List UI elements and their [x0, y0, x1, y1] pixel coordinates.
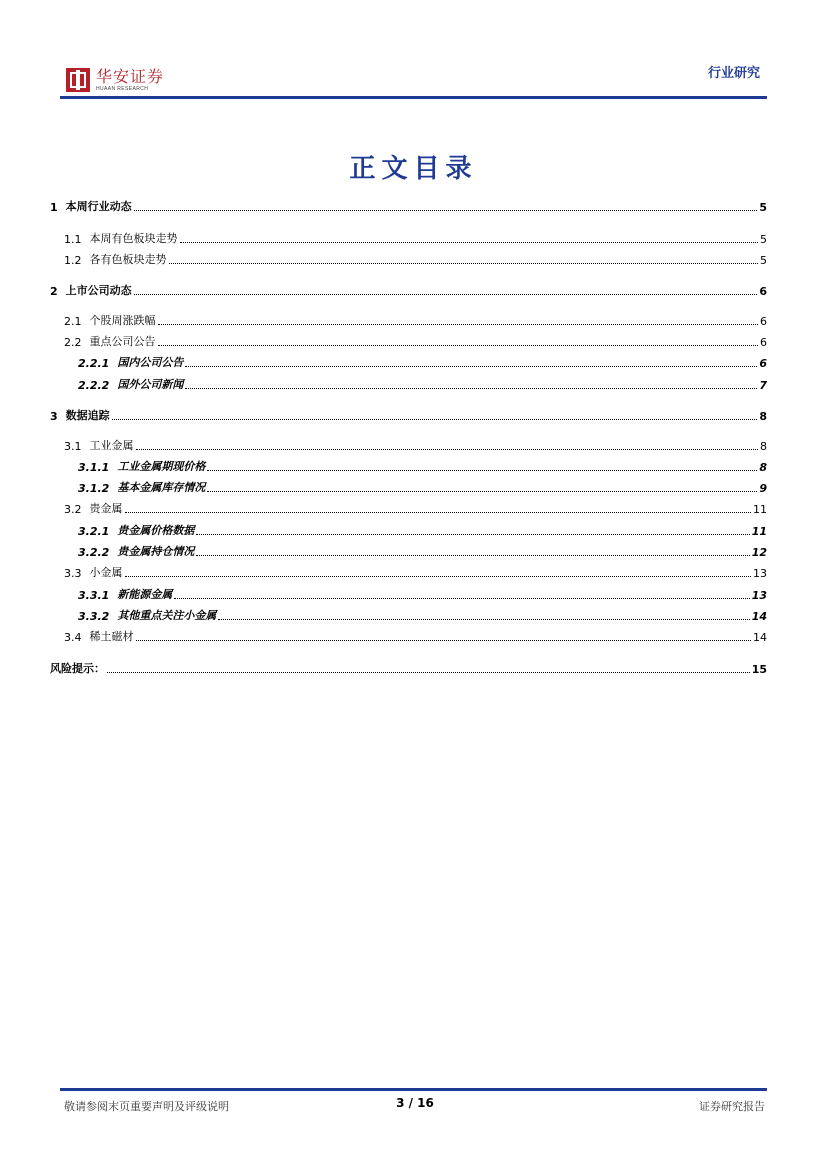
toc-dot-leader: [169, 262, 759, 264]
toc-dot-leader: [207, 469, 757, 471]
toc-entry[interactable]: [50, 230, 767, 246]
toc-entry[interactable]: [50, 479, 767, 495]
toc-entry-title: 上市公司动态: [65, 284, 132, 297]
toc-entry-page: 9: [759, 482, 767, 495]
toc-entry-number: 3: [50, 410, 58, 423]
footer-disclaimer: 敬请参阅末页重要声明及评级说明: [64, 1100, 229, 1113]
page-title: 正文目录: [349, 154, 478, 184]
toc-entry[interactable]: [50, 586, 767, 602]
toc-entry-title: 其他重点关注小金属: [117, 609, 217, 622]
toc-entry-title: 工业金属期现价格: [117, 460, 206, 473]
header-divider: [60, 96, 767, 99]
toc-entry-page: 5: [760, 233, 767, 246]
toc-entry-page: 14: [753, 631, 767, 644]
toc-entry[interactable]: [50, 251, 767, 267]
toc-dot-leader: [112, 418, 758, 420]
toc-entry[interactable]: [50, 333, 767, 349]
toc-entry-title: 个股周涨跌幅: [89, 314, 156, 327]
toc-entry-title: 贵金属持仓情况: [117, 545, 195, 558]
toc-entry-title: 稀土磁材: [89, 630, 134, 643]
toc-entry-number: 1: [50, 201, 58, 214]
toc-dot-leader: [136, 448, 759, 450]
toc-entry-title: 工业金属: [89, 439, 134, 452]
toc-dot-leader: [107, 671, 750, 673]
toc-entry-page: 11: [753, 503, 767, 516]
toc-entry-title: 本周行业动态: [65, 200, 132, 213]
logo-name: 华安证券: [96, 67, 165, 86]
toc-entry-page: 5: [759, 201, 767, 214]
logo-subname: HUAAN RESEARCH: [96, 86, 149, 92]
toc-entry[interactable]: [50, 522, 767, 538]
toc-entry-page: 14: [751, 610, 767, 623]
toc-entry-title: 国外公司新闻: [117, 378, 184, 391]
toc-entry[interactable]: [50, 407, 767, 423]
toc-entry-page: 7: [759, 379, 767, 392]
toc-entry[interactable]: [50, 628, 767, 644]
toc-entry[interactable]: [50, 198, 767, 214]
toc-entry-title: 小金属: [89, 566, 123, 579]
toc-entry-number: 3.2.1: [78, 525, 110, 538]
toc-entry-number: 3.1.1: [78, 461, 110, 474]
toc-entry-page: 8: [760, 440, 767, 453]
toc-entry-number: 3.1: [64, 440, 82, 453]
toc-entry[interactable]: [50, 564, 767, 580]
toc-entry-number: 2.1: [64, 315, 82, 328]
toc-entry-page: 8: [759, 461, 767, 474]
toc-entry[interactable]: [50, 458, 767, 474]
toc-entry-number: 3.3.2: [78, 610, 110, 623]
toc-entry-title: 风险提示：: [50, 662, 105, 675]
toc-entry-page: 13: [751, 589, 767, 602]
toc-entry-page: 11: [751, 525, 767, 538]
toc-entry-number: 1.1: [64, 233, 82, 246]
toc-entry-title: 贵金属: [89, 502, 123, 515]
toc-entry-number: 3.2: [64, 503, 82, 516]
toc-dot-leader: [134, 209, 758, 211]
toc-entry-title: 国内公司公告: [117, 356, 184, 369]
page-number: 3 / 16: [396, 1096, 434, 1110]
toc-entry[interactable]: [50, 543, 767, 559]
toc-dot-leader: [158, 344, 759, 346]
toc-dot-leader: [218, 618, 749, 620]
toc-dot-leader: [136, 639, 752, 641]
toc-entry[interactable]: [50, 500, 767, 516]
toc-dot-leader: [185, 387, 757, 389]
toc-entry-number: 2.2: [64, 336, 82, 349]
toc-dot-leader: [180, 241, 759, 243]
report-category: 行业研究: [707, 66, 760, 81]
toc-entry-number: 2: [50, 285, 58, 298]
toc-dot-leader: [196, 533, 749, 535]
toc-entry-title: 贵金属价格数据: [117, 524, 195, 537]
toc-dot-leader: [185, 365, 757, 367]
toc-entry-title: 重点公司公告: [89, 335, 156, 348]
toc-entry-title: 基本金属库存情况: [117, 481, 206, 494]
toc-entry-page: 15: [751, 663, 767, 676]
toc-dot-leader: [207, 490, 757, 492]
toc-entry-page: 13: [753, 567, 767, 580]
toc-entry-page: 8: [759, 410, 767, 423]
toc-entry-page: 6: [759, 285, 767, 298]
toc-dot-leader: [125, 511, 752, 513]
toc-entry[interactable]: [50, 312, 767, 328]
toc-entry-number: 3.3: [64, 567, 82, 580]
toc-entry-number: 3.3.1: [78, 589, 110, 602]
toc-entry-page: 6: [760, 315, 767, 328]
toc-entry-number: 3.1.2: [78, 482, 110, 495]
toc-entry[interactable]: [50, 607, 767, 623]
toc-entry-number: 3.4: [64, 631, 82, 644]
toc-entry-number: 3.2.2: [78, 546, 110, 559]
toc-entry-title: 新能源金属: [117, 588, 173, 601]
footer-divider: [60, 1088, 767, 1091]
footer-doc-type: 证券研究报告: [699, 1100, 765, 1113]
toc-entry[interactable]: [50, 660, 767, 676]
company-logo: [66, 68, 164, 93]
toc-dot-leader: [125, 575, 752, 577]
page-header: [0, 0, 827, 110]
toc-dot-leader: [158, 323, 759, 325]
toc-entry-number: 2.2.2: [78, 379, 110, 392]
toc-entry[interactable]: [50, 437, 767, 453]
toc-entry-page: 5: [760, 254, 767, 267]
toc-dot-leader: [196, 554, 749, 556]
toc-entry-page: 12: [751, 546, 767, 559]
toc-entry-page: 6: [759, 357, 767, 370]
toc-entry-number: 2.2.1: [78, 357, 110, 370]
toc-entry-title: 各有色板块走势: [89, 253, 167, 266]
toc-entry-number: 1.2: [64, 254, 82, 267]
toc-entry-title: 本周有色板块走势: [89, 232, 178, 245]
logo-icon: [66, 68, 90, 92]
toc-entry[interactable]: [50, 376, 767, 392]
toc-dot-leader: [174, 597, 749, 599]
toc-entry-title: 数据追踪: [65, 409, 110, 422]
toc-dot-leader: [134, 293, 758, 295]
toc-entry-page: 6: [760, 336, 767, 349]
toc-entry[interactable]: [50, 282, 767, 298]
toc-entry[interactable]: [50, 354, 767, 370]
